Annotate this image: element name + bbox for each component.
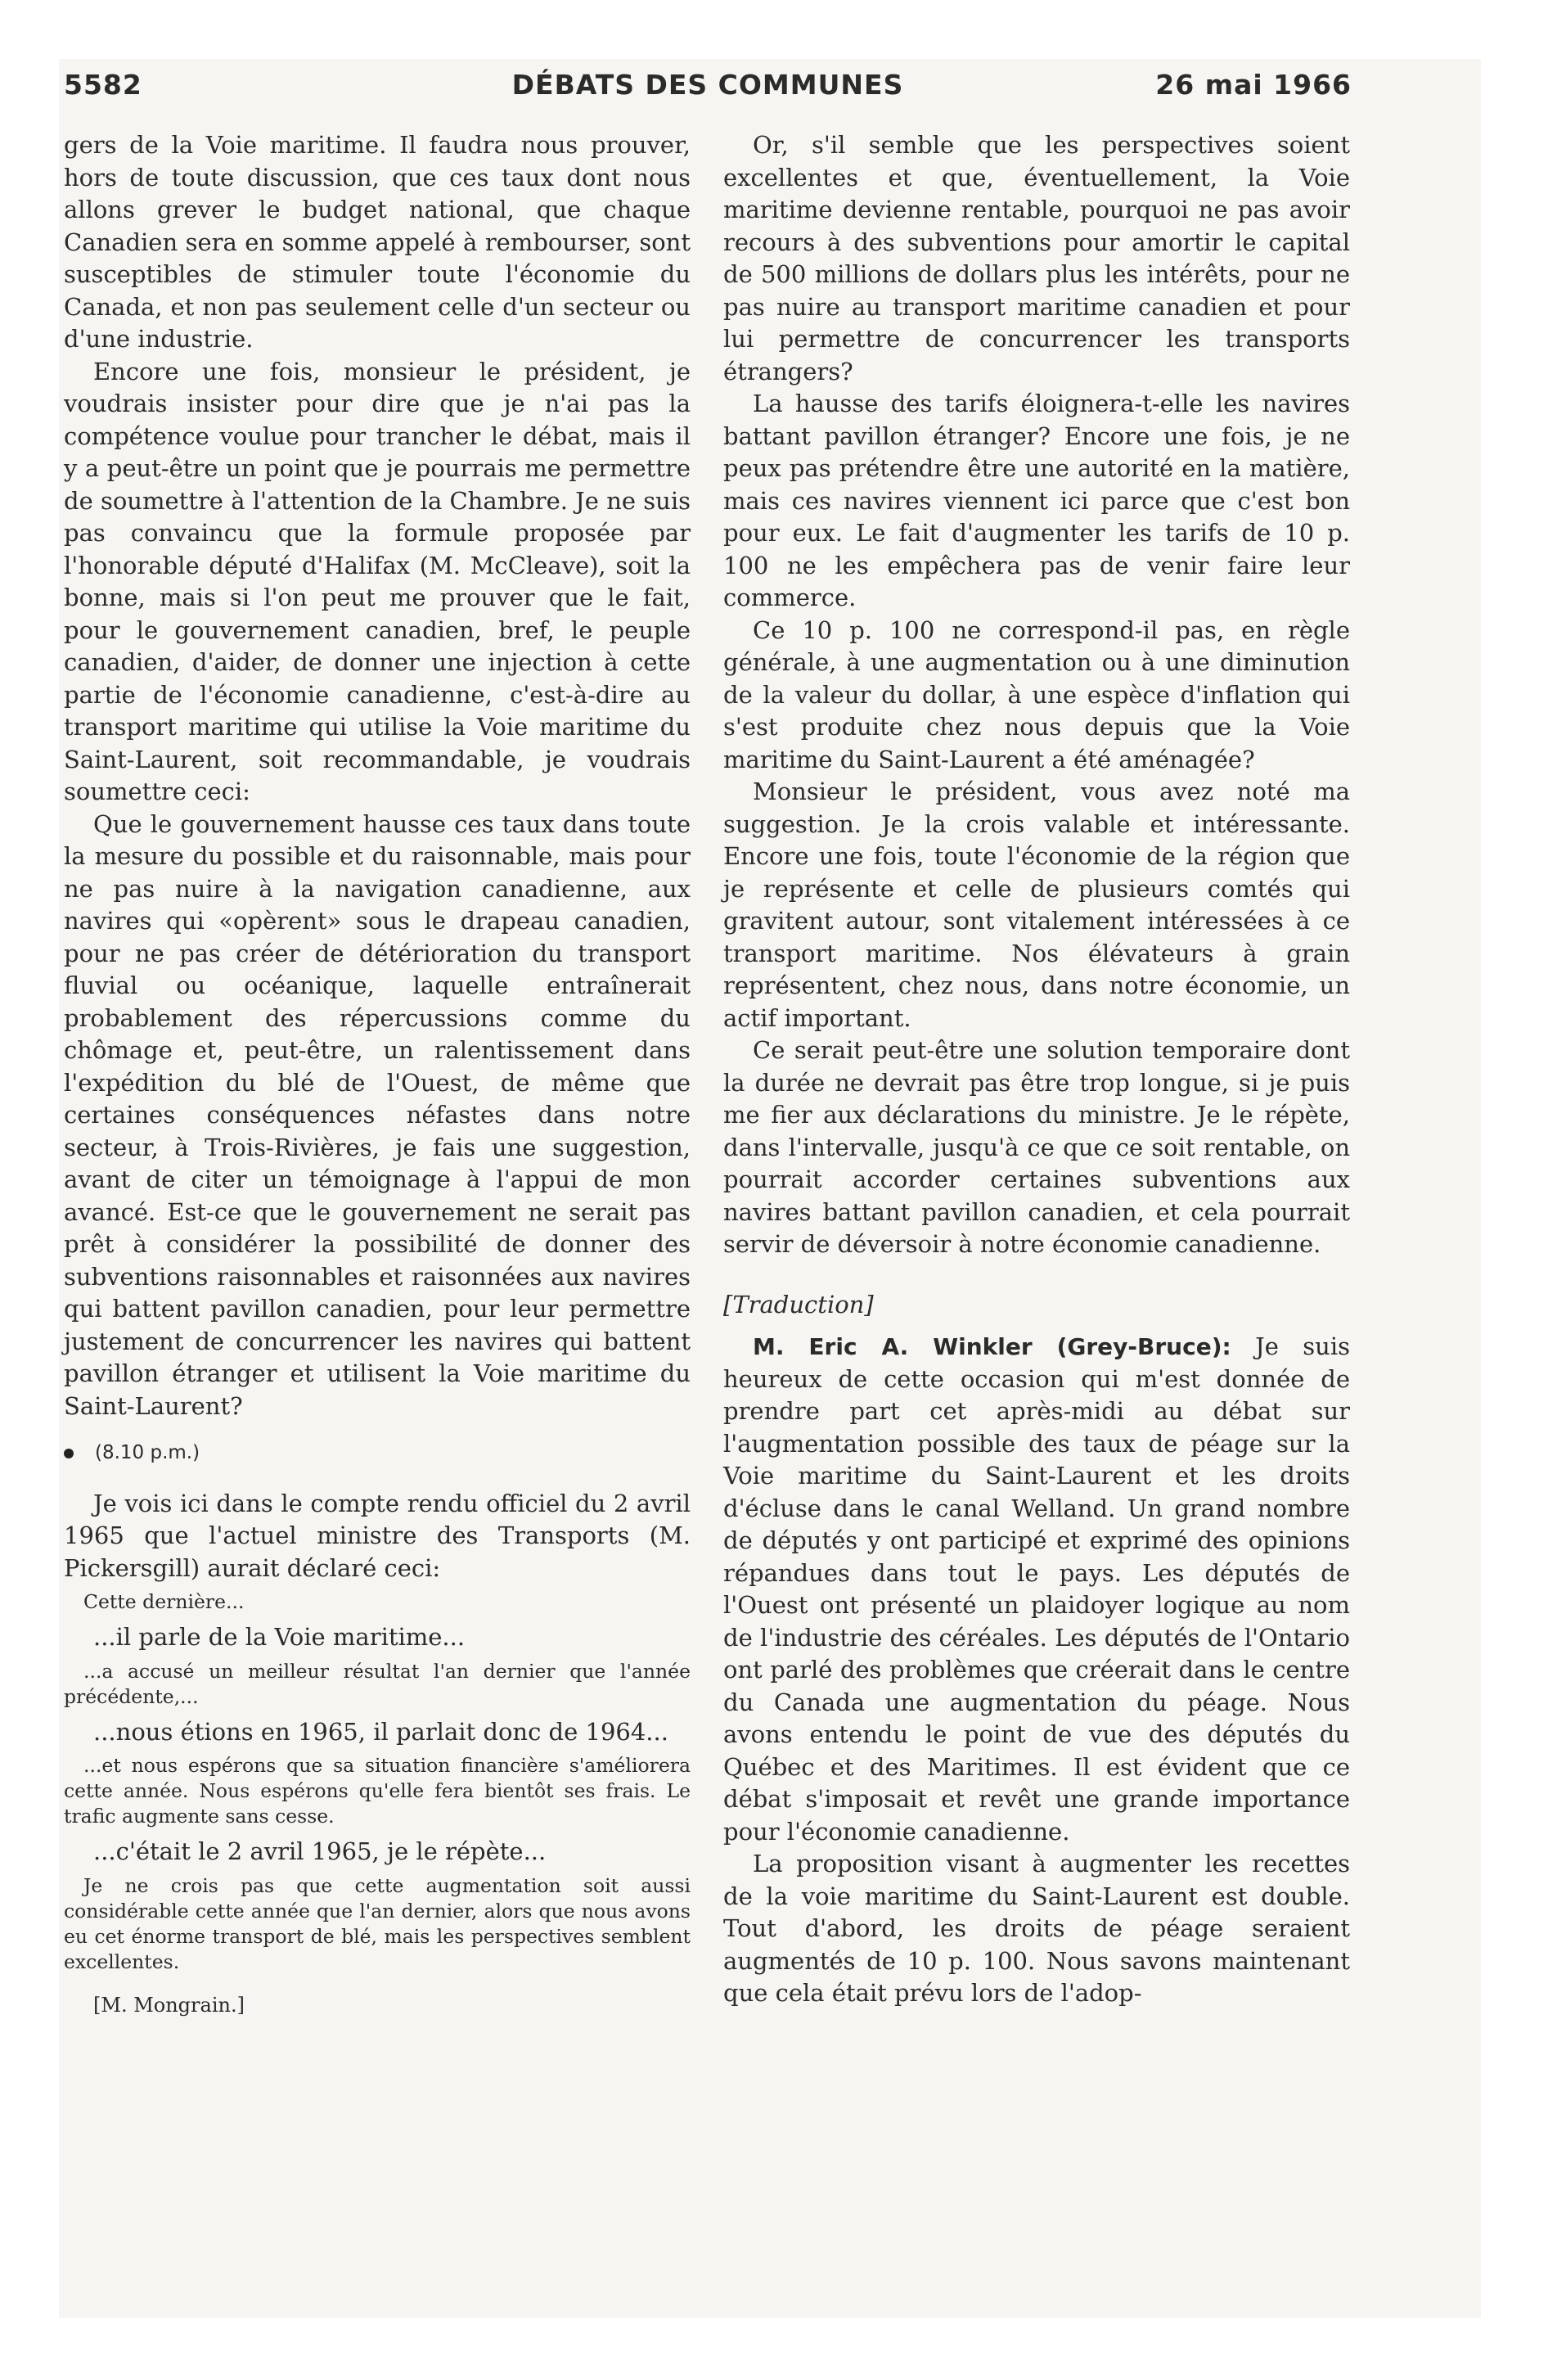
paragraph: ...il parle de la Voie maritime... <box>93 1623 466 1651</box>
speaker-name: M. Eric A. Winkler (Grey-Bruce): <box>753 1333 1231 1360</box>
translation-note: [Traduction] <box>723 1290 874 1318</box>
quotation: ...et nous espérons que sa situation financière s'améliorera cette année. Nous espérons qu'elle fera bientôt ses frais. Le trafic augmente sans cesse. <box>64 1754 691 1828</box>
paragraph: ...c'était le 2 avril 1965, je le répète... <box>93 1837 547 1865</box>
quotation: ...a accusé un meilleur résultat l'an dernier que l'année précédente,... <box>64 1659 691 1708</box>
paragraph: Que le gouvernement hausse ces taux dans toute la mesure du possible et du raisonnable, mais pour ne pas nuire à la navigation canadienne, aux navires qui «opèrent» sous le drapeau canadien, pour ne pas créer de détérioration du transport fluvial ou océanique, laquelle entraînerait probablement des répercussions comme du chômage et, peut-être, un ralentissement dans l'expédition du blé de l'Ouest, de même que certaines conséquences néfastes dans notre secteur, à Trois-Rivières, je fais une suggestion, avant de citer un témoignage à l'appui de mon avancé. Est-ce que le gouvernement ne serait pas prêt à considérer la possibilité de donner des subventions raisonnables et raisonnées aux navires qui battent pavillon canadien, pour leur permettre justement de concurrencer les navires qui battent pavillon étranger et utilisent la Voie maritime du Saint-Laurent? <box>64 809 691 1420</box>
quotation: Cette dernière... <box>83 1590 245 1613</box>
paragraph: Encore une fois, monsieur le président, je voudrais insister pour dire que je n'ai pas la compétence voulue pour trancher le débat, mais il y a peut-être un point que je pourrais me permettre de soumettre à l'attention de la Chambre. Je ne suis pas convaincu que la formule proposée par l'honorable député d'Halifax (M. McCleave), soit la bonne, mais si l'on peut me prouver que le fait, pour le gouvernement canadien, bref, le peuple canadien, d'aider, de donner une injection à cette partie de l'économie canadienne, c'est-à-dire au transport maritime qui utilise la Voie maritime du Saint-Laurent, soit recommandable, je voudrais soumettre ceci: <box>64 357 691 805</box>
paragraph: ...nous étions en 1965, il parlait donc de 1964... <box>93 1717 668 1746</box>
paragraph: gers de la Voie maritime. Il faudra nous prouver, hors de toute discussion, que ces taux dont nous allons grever le budget national, que chaque Canadien sera en somme appelé à rembourser, sont susceptibles de stimuler toute l'économie du Canada, et non pas seulement celle d'un secteur ou d'une industrie. <box>64 131 691 353</box>
timestamp-text: (8.10 p.m.) <box>95 1442 200 1463</box>
quotation: Je ne crois pas que cette augmentation soit aussi considérable cette année que l'an dernier, alors que nous avons eu cet énorme transport de blé, mais les perspectives semblent excellentes. <box>64 1873 691 1973</box>
paragraph: Monsieur le président, vous avez noté ma suggestion. Je la crois valable et intéressante. Encore une fois, toute l'économie de la région que je représente et celle de plusieurs comtés qui gravitent autour, sont vitalement intéressées à ce transport maritime. Nos élévateurs à grain représentent, chez nous, dans notre économie, un actif important. <box>723 778 1350 1032</box>
paragraph: Ce 10 p. 100 ne correspond-il pas, en règle générale, à une augmentation ou à une diminution de la valeur du dollar, à une espèce d'inflation qui s'est produite chez nous depuis que la Voie maritime du Saint-Laurent a été aménagée? <box>723 615 1350 773</box>
page-number: 5582 <box>64 69 142 101</box>
paragraph: Ce serait peut-être une solution temporaire dont la durée ne devrait pas être trop longue, si je puis me fier aux déclarations du ministre. Je le répète, dans l'intervalle, jusqu'à ce que ce soit rentable, on pourrait accorder certaines subventions aux navires battant pavillon canadien, et cela pourrait servir de déversoir à notre économie canadienne. <box>723 1036 1350 1258</box>
left-column <box>64 129 691 2022</box>
paragraph: La proposition visant à augmenter les recettes de la voie maritime du Saint-Laurent est double. Tout d'abord, les droits de péage seraient augmentés de 10 p. 100. Nous savons maintenant que cela était prévu lors de l'adop- <box>723 1850 1350 2007</box>
page-date: 26 mai 1966 <box>1155 69 1352 101</box>
paragraph: La hausse des tarifs éloignera-t-elle les navires battant pavillon étranger? Encore une fois, je ne peux pas prétendre être une autorité en la matière, mais ces navires viennent ici parce que c'est bon pour eux. Le fait d'augmenter les tarifs de 10 p. 100 ne les empêchera pas de venir faire leur commerce. <box>723 390 1350 611</box>
timestamp <box>64 1437 691 1470</box>
speech-text: Je suis heureux de cette occasion qui m'est donnée de prendre part cet après-midi au débat sur l'augmentation possible des taux de péage sur la Voie maritime du Saint-Laurent et les droits d'écluse dans le canal Welland. Un grand nombre de députés y ont participé et exprimé des opinions répandues dans tout le pays. Les députés de l'Ouest ont présenté un plaidoyer logique au nom de l'industrie des céréales. Les députés de l'Ontario ont parlé des problèmes que créerait dans le centre du Canada une augmentation du péage. Nous avons entendu le point de vue des députés du Québec et des Maritimes. Il est évident que ce débat s'imposait et revêt une grande importance pour l'économie canadienne. <box>723 1332 1351 1846</box>
page-header <box>64 69 1352 115</box>
right-column <box>723 129 1350 2010</box>
paragraph: Or, s'il semble que les perspectives soient excellentes et que, éventuellement, la Voie maritime devienne rentable, pourquoi ne pas avoir recours à des subventions pour amortir le capital de 500 millions de dollars plus les intérêts, pour ne pas nuire au transport maritime canadien et pour lui permettre de concurrencer les transports étrangers? <box>723 131 1350 385</box>
speaker-signature: [M. Mongrain.] <box>93 1993 245 2017</box>
publication-title: DÉBATS DES COMMUNES <box>511 69 904 101</box>
paragraph: Je vois ici dans le compte rendu officiel du 2 avril 1965 que l'actuel ministre des Transports (M. Pickersgill) aurait déclaré ceci: <box>64 1489 691 1582</box>
bullet-icon <box>64 1449 74 1458</box>
paragraph <box>723 1331 1350 1848</box>
